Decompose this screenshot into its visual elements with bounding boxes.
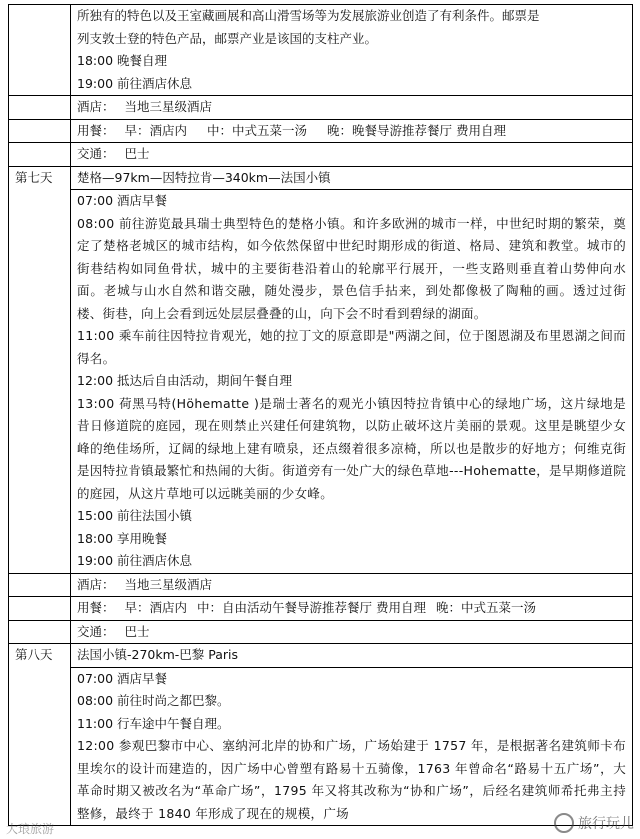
table-row — [9, 644, 633, 668]
day-cell-empty — [9, 96, 71, 120]
transport-label: 交通： — [77, 623, 115, 639]
day-cell-empty — [9, 573, 71, 597]
schedule-item: 07:00 酒店早餐 — [77, 193, 167, 208]
table-row — [9, 667, 633, 826]
transport-value: 巴士 — [124, 623, 150, 639]
itinerary-text-cell — [71, 667, 633, 826]
schedule-item: 12:00 抵达后自由活动，期间午餐自理 — [77, 373, 292, 388]
meal-cell — [71, 119, 633, 143]
schedule-item: 13:00 荷黑马特(Höhematte )是瑞士著名的观光小镇因特拉肯镇中心的绿地广场，这片绿地是昔日修道院的庭园，现在则禁止兴建任何建筑物，以防止破坏这片美丽的景观。这里是眺望少女峰的绝佳场所，辽阔的绿地上建有喷泉，还点缀着很多凉椅，所以也是散步的好地方；何维克街是因特拉肯镇最繁忙和热闹的大街。街道旁有一处广大的绿色草地---Hohematte，是早期修道院的庭园，从这片草地可以远眺美丽的少女峰。 — [77, 395, 626, 501]
day-label-cell: 第七天 — [9, 166, 71, 573]
meal-label: 用餐： — [77, 122, 115, 138]
day-label-cell: 第八天 — [9, 644, 71, 826]
table-row — [9, 5, 633, 96]
meal-breakfast: 早：酒店内 — [124, 122, 188, 138]
table-row — [9, 166, 633, 190]
day-cell-empty — [9, 597, 71, 621]
meal-dinner: 晚：晚餐导游推荐餐厅 费用自理 — [327, 122, 507, 138]
table-row — [9, 119, 633, 143]
schedule-item: 11:00 乘车前往因特拉肯观光，她的拉丁文的原意即是"两湖之间，位于图恩湖及布里恩湖之间而得名。 — [77, 328, 626, 366]
text-line: 列支敦士登的特色产品，邮票产业是该国的支柱产业。 — [77, 30, 378, 46]
itinerary-text-cell — [71, 5, 633, 96]
schedule-item: 15:00 前往法国小镇 — [77, 508, 192, 523]
table-row — [9, 597, 633, 621]
text-line: 所独有的特色以及王室藏画展和高山滑雪场等为发展旅游业创造了有利条件。邮票是 — [77, 8, 540, 23]
route-cell: 法国小镇-270km-巴黎 Paris — [71, 644, 633, 668]
schedule-item: 12:00 参观巴黎市中心、塞纳河北岸的协和广场，广场始建于 1757 年，是根据著名建筑师卡布里埃尔的设计而建造的，因广场中心曾塑有路易十五骑像，1763 年曾命名“路易十五广场”，大革命时期又被改名为“革命广场”，1795 年又将其改称为“协和广场”，后经名建筑师希托弗主持整修，最终于 1840 年形成了现在的规模，广场 — [77, 738, 626, 821]
transport-cell — [71, 620, 633, 644]
table-row — [9, 573, 633, 597]
transport-label: 交通： — [77, 146, 115, 161]
wechat-logo-icon — [554, 813, 574, 833]
table-row — [9, 143, 633, 167]
day-cell-empty — [9, 119, 71, 143]
schedule-item: 08:00 前往游览最具瑞士典型特色的楚格小镇。和许多欧洲的城市一样，中世纪时期的繁荣，奠定了楚格老城区的城市结构，如今依然保留中世纪时期形成的街道、格局、建筑和教堂。城市的街巷结构如同鱼骨状，城中的主要街巷沿着山的轮廓平行展开，一些支路则垂直着山势伸向水面。老城与山水自然和谐交融，随处漫步，景色信手拈来，到处都像极了陶釉的画。透过过街楼、街巷，向上会看到远处层层叠叠的山，向下会不时看到碧绿的湖面。 — [77, 215, 626, 321]
transport-cell — [71, 143, 633, 167]
itinerary-table — [8, 4, 633, 826]
meal-lunch: 中：自由活动午餐导游推荐餐厅 费用自理 — [197, 600, 427, 615]
schedule-item: 18:00 晚餐自理 — [77, 53, 167, 68]
schedule-item: 11:00 行车途中午餐自理。 — [77, 715, 230, 731]
table-row — [9, 620, 633, 644]
meal-lunch: 中：中式五菜一汤 — [207, 122, 308, 138]
meal-breakfast: 早：酒店内 — [124, 600, 188, 615]
meal-dinner: 晚：中式五菜一汤 — [436, 600, 537, 615]
meal-cell — [71, 597, 633, 621]
hotel-cell — [71, 96, 633, 120]
schedule-item: 18:00 享用晚餐 — [77, 530, 167, 546]
table-row — [9, 96, 633, 120]
transport-value: 巴士 — [124, 146, 150, 161]
itinerary-text-cell — [71, 190, 633, 574]
table-row — [9, 190, 633, 574]
schedule-item: 19:00 前往酒店休息 — [77, 75, 192, 91]
hotel-label: 酒店： — [77, 576, 115, 592]
hotel-cell — [71, 573, 633, 597]
watermark-left: 大琅旅游 — [6, 822, 55, 836]
watermark-right — [554, 813, 634, 833]
watermark-right-text: 旅行玩儿 — [578, 816, 634, 832]
day-cell-empty — [9, 143, 71, 167]
day-cell-empty — [9, 620, 71, 644]
meal-label: 用餐： — [77, 600, 115, 615]
schedule-item: 07:00 酒店早餐 — [77, 670, 167, 686]
hotel-value: 当地三星级酒店 — [124, 99, 213, 114]
hotel-label: 酒店： — [77, 99, 115, 114]
route-cell: 楚格—97km—因特拉肯—340km—法国小镇 — [71, 166, 633, 190]
schedule-item: 19:00 前往酒店休息 — [77, 553, 192, 568]
hotel-value: 当地三星级酒店 — [124, 576, 213, 592]
day-cell-empty — [9, 5, 71, 96]
schedule-item: 08:00 前往时尚之都巴黎。 — [77, 693, 230, 708]
